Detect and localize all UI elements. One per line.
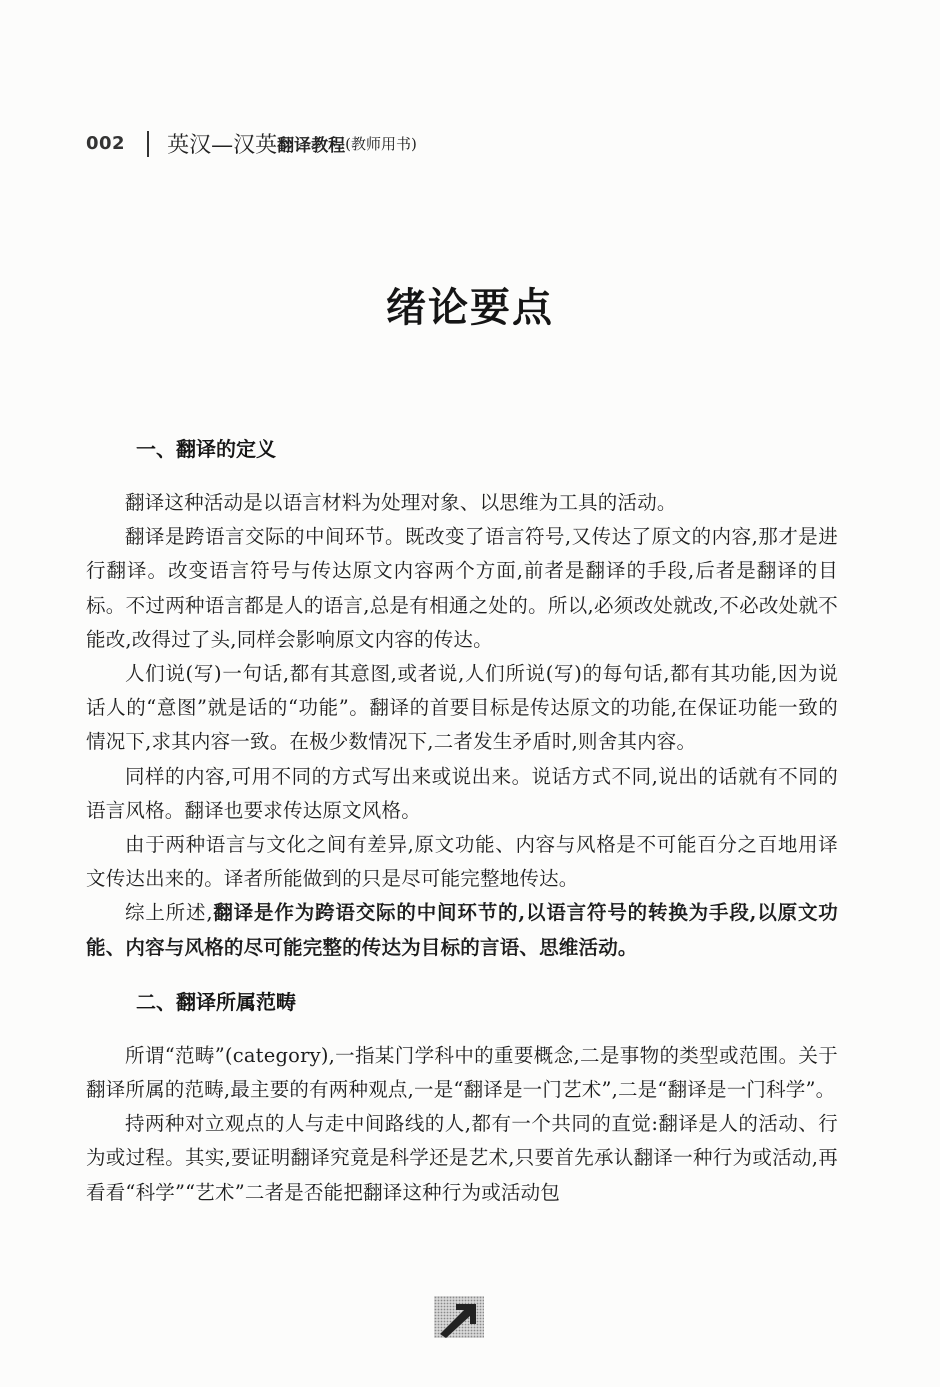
paragraph: 翻译这种活动是以语言材料为处理对象、以思维为工具的活动。 <box>125 491 677 514</box>
running-header <box>86 128 417 159</box>
page-number: 002 <box>86 133 126 154</box>
section-heading-1: 一、翻译的定义 <box>136 437 276 461</box>
header-divider <box>147 131 149 157</box>
paragraph: 由于两种语言与文化之间有差异,原文功能、内容与风格是不可能百分之百地用译文传达出来的。译者所能做到的只是尽可能完整地传达。 <box>86 833 838 891</box>
paragraph: 翻译是跨语言交际的中间环节。既改变了语言符号,又传达了原文的内容,那才是进行翻译。改变语言符号与传达原文内容两个方面,前者是翻译的手段,后者是翻译的目标。不过两种语言都是人的语言,总是有相通之处的。所以,必须改处就改,不必改处就不能改,改得过了头,同样会影响原文内容的传达。 <box>86 525 838 651</box>
main-content <box>86 432 838 1210</box>
arrow-logo-icon <box>434 1296 484 1338</box>
summary-bold-text: 翻译是作为跨语交际的中间环节的,以语言符号的转换为手段,以原文功能、内容与风格的尽可能完整的传达为目标的言语、思维活动。 <box>86 901 838 959</box>
book-title-sub: 翻译教程 <box>277 136 346 156</box>
paragraph: 同样的内容,可用不同的方式写出来或说出来。说话方式不同,说出的话就有不同的语言风格。翻译也要求传达原文风格。 <box>86 764 838 822</box>
paragraph: 人们说(写)一句话,都有其意图,或者说,人们所说(写)的每句话,都有其功能,因为说话人的“意图”就是话的“功能”。翻译的首要目标是传达原文的功能,在保证功能一致的情况下,求其内容一致。在极少数情况下,二者发生矛盾时,则舍其内容。 <box>86 662 838 754</box>
paragraph: 所谓“范畴”(category),一指某门学科中的重要概念,二是事物的类型或范围。关于翻译所属的范畴,最主要的有两种观点,一是“翻译是一门艺术”,二是“翻译是一门科学”。 <box>86 1043 838 1102</box>
chapter-title: 绪论要点 <box>386 285 554 331</box>
book-title-main: 英汉—汉英 <box>167 133 278 158</box>
summary-paragraph <box>86 896 838 964</box>
book-title-paren: (教师用书) <box>345 135 417 153</box>
summary-lead: 综上所述, <box>125 901 213 925</box>
paragraph: 持两种对立观点的人与走中间路线的人,都有一个共同的直觉:翻译是人的活动、行为或过程。其实,要证明翻译究竟是科学还是艺术,只要首先承认翻译一种行为或活动,再看看“科学”“艺术”二者是否能把翻译这种行为或活动包 <box>86 1112 838 1204</box>
section-heading-2: 二、翻译所属范畴 <box>136 989 296 1014</box>
